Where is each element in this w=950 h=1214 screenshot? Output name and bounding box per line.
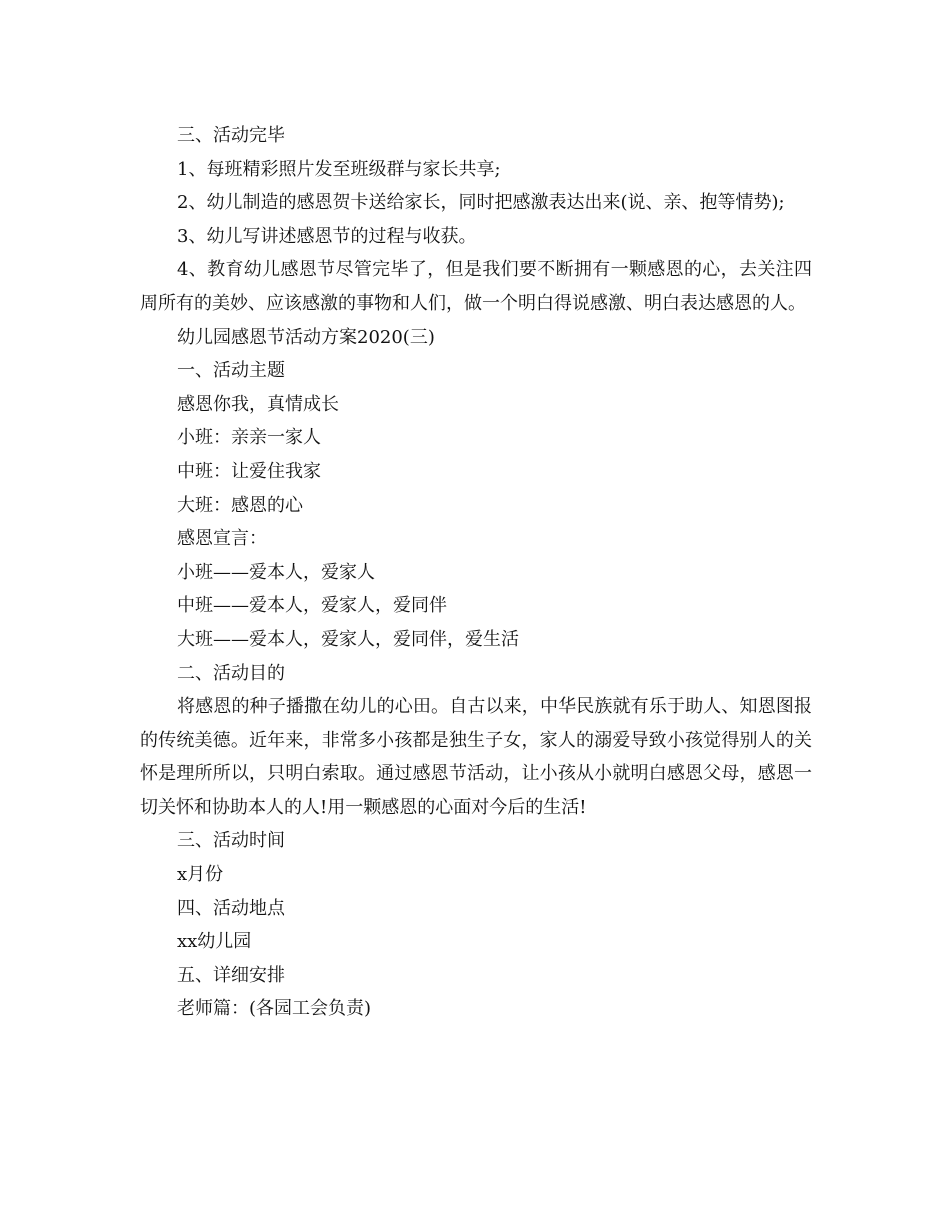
list-item: 3、幼儿写讲述感恩节的过程与收获。	[177, 225, 477, 247]
body-line: xx幼儿园	[177, 931, 252, 953]
list-item: 2、幼儿制造的感恩贺卡送给家长，同时把感激表达出来(说、亲、抱等情势);	[177, 192, 785, 214]
declaration-line: 中班——爱本人，爱家人，爱同伴	[177, 595, 447, 617]
declaration-line: 小班——爱本人，爱家人	[177, 561, 375, 583]
theme-line: 感恩你我，真情成长	[177, 393, 339, 415]
section-heading: 二、活动目的	[177, 662, 285, 684]
document-title: 幼儿园感恩节活动方案2020(三)	[177, 326, 435, 348]
class-theme: 中班：让爱住我家	[177, 460, 321, 482]
body-paragraph: 将感恩的种子播撒在幼儿的心田。自古以来，中华民族就有乐于助人、知恩图报的传统美德。近年来，非常多小孩都是独生子女，家人的溺爱导致小孩觉得别人的关怀是理所所以，只明白索取。通过感恩节活动，让小孩从小就明白感恩父母，感恩一切关怀和协助本人的人!用一颗感恩的心面对今后的生活!	[140, 696, 812, 818]
list-item: 1、每班精彩照片发至班级群与家长共享;	[177, 158, 501, 180]
section-heading: 一、活动主题	[177, 360, 285, 382]
section-heading: 三、活动完毕	[177, 125, 285, 146]
section-heading: 五、详细安排	[177, 964, 285, 986]
section-heading: 三、活动时间	[177, 830, 285, 852]
class-theme: 小班：亲亲一家人	[177, 427, 321, 449]
declaration-heading: 感恩宣言：	[177, 528, 267, 550]
section-heading: 四、活动地点	[177, 897, 285, 919]
list-item: 4、教育幼儿感恩节尽管完毕了，但是我们要不断拥有一颗感恩的心，去关注四周所有的美妙、应该感激的事物和人们，做一个明白得说感激、明白表达感恩的人。	[140, 259, 812, 314]
body-line: 老师篇：(各园工会负责)	[177, 998, 372, 1020]
declaration-line: 大班——爱本人，爱家人，爱同伴，爱生活	[177, 628, 519, 650]
document-body	[140, 119, 812, 1026]
body-line: x月份	[177, 864, 224, 886]
class-theme: 大班：感恩的心	[177, 494, 303, 516]
